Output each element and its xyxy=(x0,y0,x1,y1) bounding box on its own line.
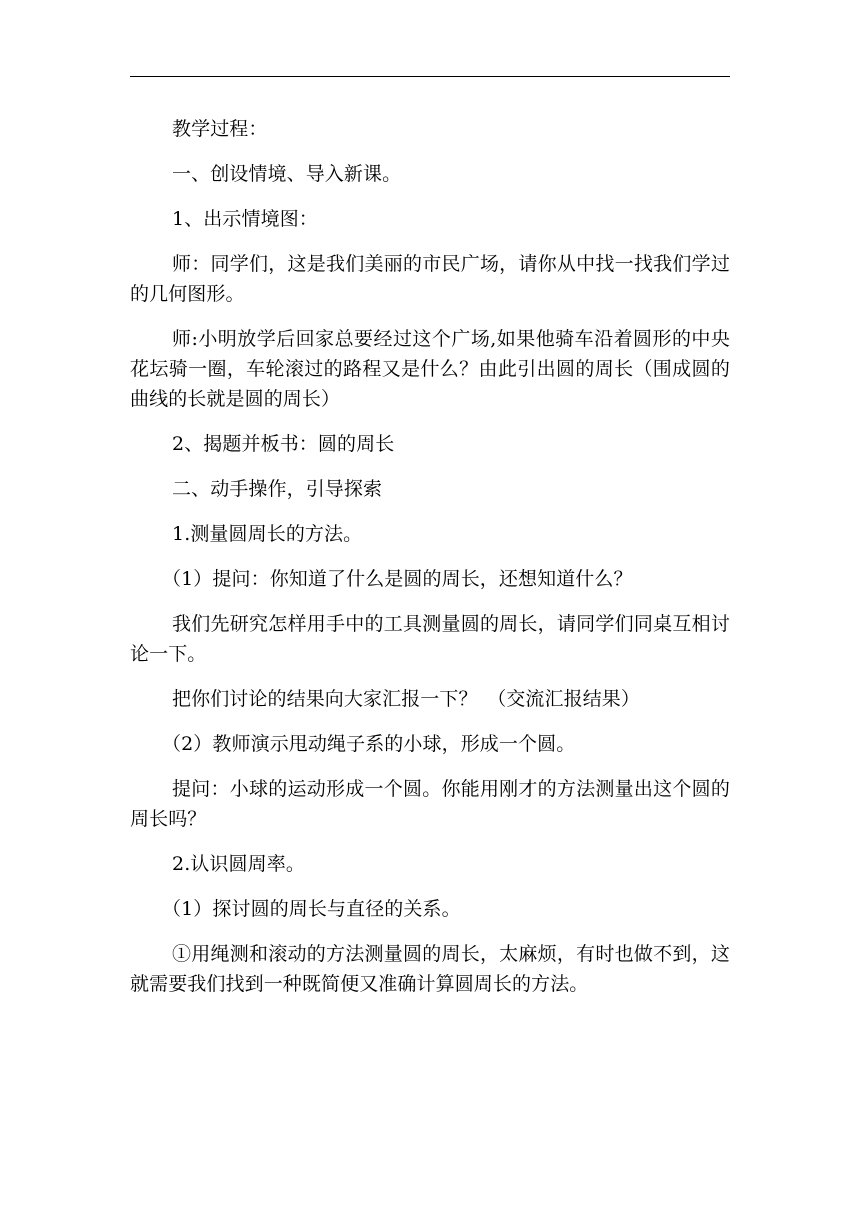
paragraph-pi: 2.认识圆周率。 xyxy=(172,853,305,875)
paragraph-demo: （2）教师演示甩动绳子系的小球，形成一个圆。 xyxy=(162,733,576,755)
paragraph-discussion: 我们先研究怎样用手中的工具测量圆的周长，请同学们同桌互相讨论一下。 xyxy=(130,613,730,665)
paragraph-question-1: （1）提问：你知道了什么是圆的周长，还想知道什么？ xyxy=(162,568,633,590)
paragraph-report: 把你们讨论的结果向大家汇报一下？ （交流汇报结果） xyxy=(172,688,641,710)
paragraph-teaching-process: 教学过程： xyxy=(172,118,268,140)
document-body xyxy=(130,114,730,1014)
paragraph-teacher-1: 师：同学们，这是我们美丽的市民广场，请你从中找一找我们学过的几何图形。 xyxy=(130,253,730,305)
paragraph-method: ①用绳测和滚动的方法测量圆的周长，太麻烦，有时也做不到，这就需要我们找到一种既简便又准确计算圆周长的方法。 xyxy=(130,943,730,995)
paragraph-section-two: 二、动手操作，引导探索 xyxy=(172,478,383,500)
paragraph-teacher-2: 师:小明放学后回家总要经过这个广场,如果他骑车沿着圆形的中央花坛骑一圈，车轮滚过的路程又是什么？由此引出圆的周长（围成圆的曲线的长就是圆的周长） xyxy=(130,328,730,410)
paragraph-section-one: 一、创设情境、导入新课。 xyxy=(172,163,402,185)
paragraph-measure-method: 1.测量圆周长的方法。 xyxy=(172,523,363,545)
paragraph-question-2: 提问：小球的运动形成一个圆。你能用刚才的方法测量出这个圆的周长吗？ xyxy=(130,778,730,830)
paragraph-explore: （1）探讨圆的周长与直径的关系。 xyxy=(162,898,461,920)
header-rule xyxy=(130,76,730,77)
paragraph-step-1: 1、出示情境图： xyxy=(172,208,318,230)
paragraph-step-2: 2、揭题并板书：圆的周长 xyxy=(172,433,395,455)
